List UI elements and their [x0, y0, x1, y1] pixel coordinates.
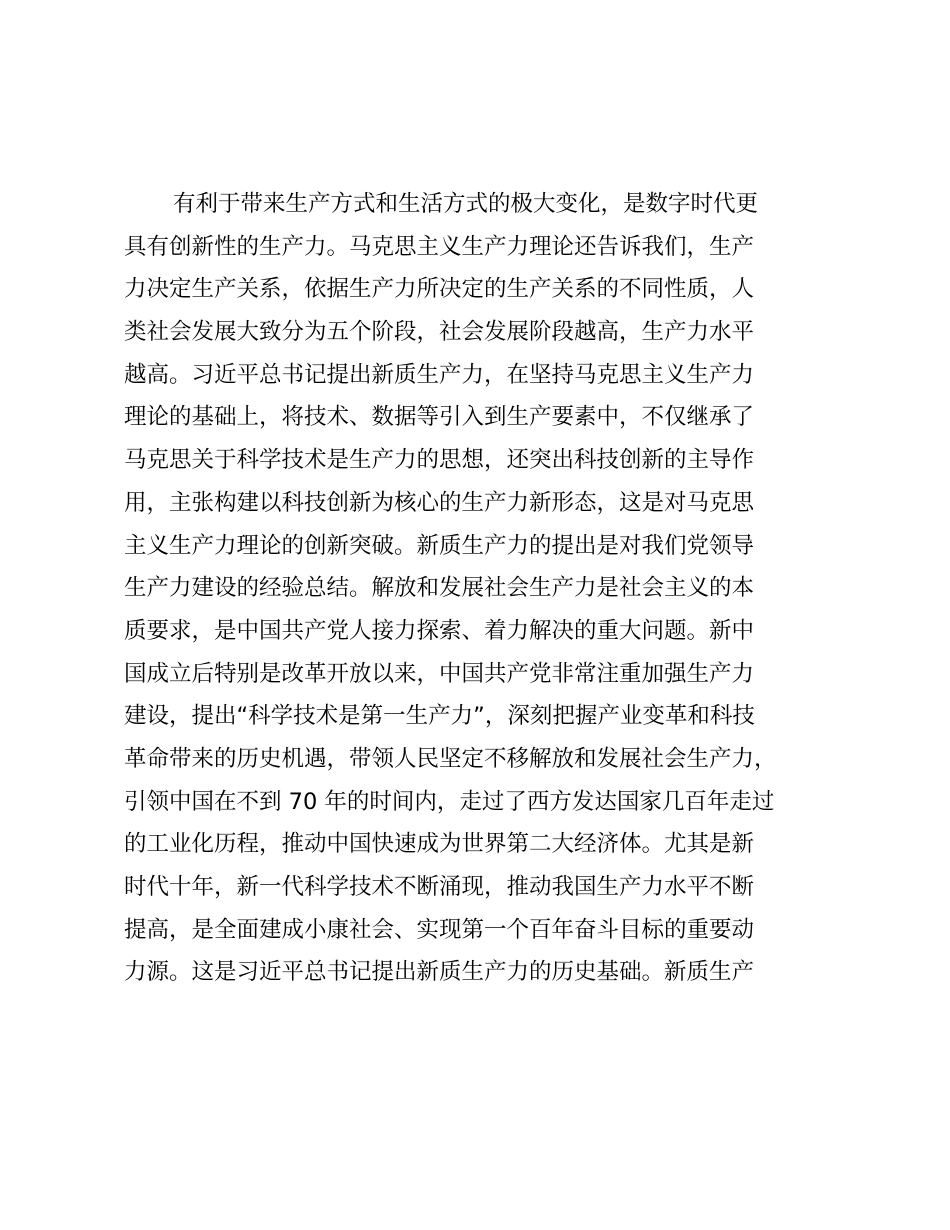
paragraph-line: 有利于带来生产方式和生活方式的极大变化，是数字时代更: [173, 191, 759, 217]
paragraph-line: 提高，是全面建成小康社会、实现第一个百年奋斗目标的重要动: [124, 916, 755, 943]
paragraph-line: 越高。习近平总书记提出新质生产力，在坚持马克思主义生产力: [124, 361, 755, 388]
paragraph-line: 具有创新性的生产力。马克思主义生产力理论还告诉我们，生产: [124, 233, 755, 260]
paragraph-line: 质要求，是中国共产党人接力探索、着力解决的重大问题。新中: [124, 617, 755, 644]
body-paragraph: [124, 183, 844, 994]
paragraph-line: 引领中国在不到 70 年的时间内，走过了西方发达国家几百年走过: [124, 788, 775, 815]
paragraph-line: 主义生产力理论的创新突破。新质生产力的提出是对我们党领导: [124, 532, 755, 559]
paragraph-line: 类社会发展大致分为五个阶段，社会发展阶段越高，生产力水平: [124, 319, 755, 346]
paragraph-line: 的工业化历程，推动中国快速成为世界第二大经济体。尤其是新: [124, 831, 755, 858]
paragraph-line: 国成立后特别是改革开放以来，中国共产党非常注重加强生产力: [124, 660, 755, 687]
paragraph-line: 时代十年，新一代科学技术不断涌现，推动我国生产力水平不断: [124, 874, 755, 900]
paragraph-line: 用，主张构建以科技创新为核心的生产力新形态，这是对马克思: [124, 489, 755, 516]
paragraph-line: 建设，提出“科学技术是第一生产力”，深刻把握产业变革和科技: [124, 703, 755, 730]
paragraph-line: 马克思关于科学技术是生产力的思想，还突出科技创新的主导作: [124, 447, 755, 474]
paragraph-line: 理论的基础上，将技术、数据等引入到生产要素中，不仅继承了: [124, 404, 755, 431]
paragraph-line: 力源。这是习近平总书记提出新质生产力的历史基础。新质生产: [124, 959, 755, 986]
paragraph-line: 生产力建设的经验总结。解放和发展社会生产力是社会主义的本: [124, 575, 755, 602]
paragraph-line: 力决定生产关系，依据生产力所决定的生产关系的不同性质，人: [124, 276, 755, 303]
paragraph-line: 革命带来的历史机遇，带领人民坚定不移解放和发展社会生产力，: [124, 745, 777, 772]
